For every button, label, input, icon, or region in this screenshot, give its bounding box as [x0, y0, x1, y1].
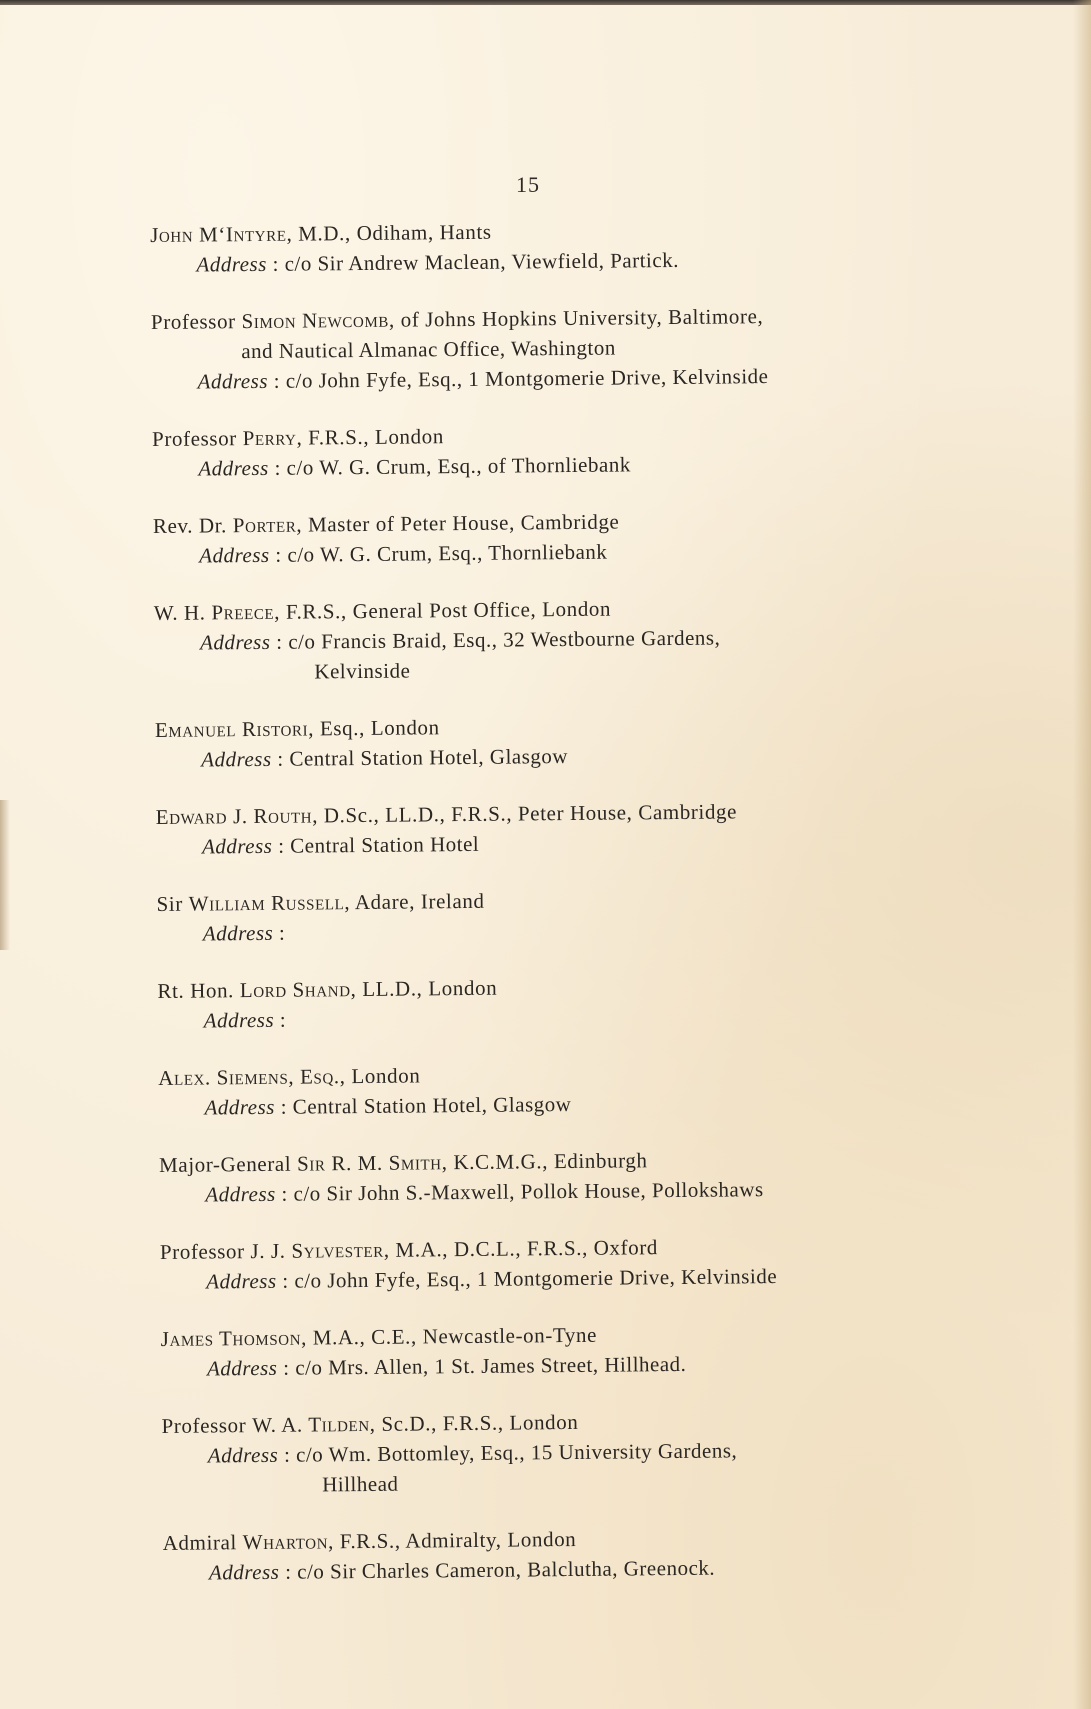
address-label: Address [206, 1355, 278, 1381]
member-name: Porter [232, 512, 297, 538]
member-title: Professor [150, 309, 242, 334]
member-address: : c/o Mrs. Allen, 1 St. James Street, Hillhead. [283, 1351, 687, 1380]
member-entry [153, 502, 1064, 571]
member-entry [160, 1228, 1071, 1297]
member-entry [161, 1315, 1072, 1384]
member-entry [159, 1141, 1070, 1210]
member-title: Rt. Hon. [157, 978, 240, 1003]
member-address: : Central Station Hotel, Glasgow [280, 1091, 572, 1119]
member-details: , London [339, 1063, 421, 1089]
member-details: , Master of Peter House, Cambridge [296, 509, 620, 537]
member-name: Emanuel Ristori [154, 716, 309, 742]
member-address: : c/o Wm. Bottomley, Esq., 15 University Gardens, [283, 1438, 738, 1467]
member-address: : [279, 1007, 287, 1032]
member-name: Edward J. Routh [155, 803, 313, 829]
member-address: : c/o Sir John S.-Maxwell, Pollok House, Pollokshaws [281, 1177, 764, 1206]
member-name: Preece [211, 599, 275, 625]
member-name: Alex. Siemens, Esq. [158, 1064, 340, 1090]
member-name: Simon Newcomb [241, 307, 390, 334]
member-entry [158, 1054, 1069, 1123]
address-label: Address [201, 746, 272, 772]
address-label: Address [199, 629, 271, 655]
member-entry [155, 706, 1066, 775]
member-details-continued: and Nautical Almanac Office, Washington [241, 335, 616, 364]
member-name: W. A. Tilden [252, 1411, 370, 1438]
member-entry [151, 298, 1062, 397]
member-details: , M.A., D.C.L., F.R.S., Oxford [383, 1235, 659, 1262]
member-name: William Russell [188, 890, 345, 916]
address-label: Address [205, 1181, 276, 1207]
member-title: Sir [156, 891, 189, 916]
member-address-list [150, 211, 1073, 1615]
member-entry [161, 1402, 1072, 1501]
address-label: Address [196, 251, 267, 277]
address-label: Address [208, 1559, 280, 1585]
member-name: Perry [242, 425, 297, 451]
member-address: : c/o Sir Charles Cameron, Balclutha, Greenock. [285, 1555, 716, 1584]
member-details: , M.A., C.E., Newcastle-on-Tyne [300, 1322, 598, 1350]
binding-mark [0, 800, 10, 950]
member-entry [154, 589, 1065, 688]
member-name: John M‘Intyre [150, 221, 287, 247]
address-label: Address [199, 542, 270, 568]
member-title: Admiral [162, 1530, 243, 1555]
member-address: : c/o Sir Andrew Maclean, Viewfield, Partick. [272, 247, 680, 276]
address-label: Address [204, 1094, 276, 1120]
member-entry [156, 793, 1067, 862]
member-details: , K.C.M.G., Edinburgh [441, 1148, 648, 1175]
page-number: 15 [516, 172, 540, 197]
member-details: , D.Sc., LL.D., F.R.S., Peter House, Cambridge [312, 799, 738, 828]
address-label: Address [197, 368, 269, 394]
member-name: J. J. Sylvester [250, 1237, 384, 1264]
member-address: : c/o W. G. Crum, Esq., of Thornliebank [274, 452, 631, 480]
member-details: , F.R.S., General Post Office, London [274, 596, 612, 624]
member-details: , LL.D., London [350, 975, 498, 1002]
member-entry [163, 1519, 1074, 1588]
member-name: Sir R. M. Smith [296, 1150, 442, 1176]
member-address: : Central Station Hotel, Glasgow [277, 744, 569, 771]
member-details: , of Johns Hopkins University, Baltimore, [388, 304, 764, 332]
member-details: , Sc.D., F.R.S., London [369, 1409, 579, 1436]
member-title: Professor [151, 426, 243, 451]
address-label: Address [206, 1268, 277, 1294]
address-label: Address [202, 920, 274, 946]
page-edge-shadow [1073, 0, 1091, 1709]
member-entry [150, 211, 1061, 280]
address-label: Address [207, 1442, 279, 1468]
member-name: Wharton [242, 1529, 329, 1555]
member-address: : Central Station Hotel [278, 831, 480, 858]
member-title: Major-General [158, 1151, 298, 1177]
member-title: Professor [159, 1239, 251, 1264]
member-address: : c/o Francis Braid, Esq., 32 Westbourne Gardens, [276, 625, 721, 654]
page-top-edge [0, 0, 1091, 5]
member-name: Lord Shand [239, 977, 351, 1003]
member-details: , F.R.S., London [296, 424, 445, 450]
member-entry [157, 967, 1068, 1036]
address-label: Address [201, 833, 273, 859]
member-details: , M.D., Odiham, Hants [286, 219, 492, 246]
member-details: , Adare, Ireland [344, 888, 485, 915]
member-address: : c/o W. G. Crum, Esq., Thornliebank [275, 539, 608, 567]
member-title: Rev. Dr. [152, 513, 233, 538]
address-label: Address [203, 1007, 275, 1033]
member-details: , Esq., London [308, 715, 440, 741]
member-address-continued: Hillhead [322, 1471, 399, 1497]
member-title: W. H. [153, 600, 212, 625]
member-address-continued: Kelvinside [314, 658, 411, 684]
member-details: , F.R.S., Admiralty, London [327, 1526, 577, 1554]
member-entry [152, 415, 1063, 484]
member-address: : c/o John Fyfe, Esq., 1 Montgomerie Drive, Kelvinside [273, 364, 769, 393]
member-address: : c/o John Fyfe, Esq., 1 Montgomerie Drive, Kelvinside [282, 1264, 778, 1293]
address-label: Address [198, 455, 269, 481]
member-address: : [278, 920, 286, 945]
member-title: Professor [161, 1413, 253, 1438]
member-entry [156, 880, 1067, 949]
member-name: James Thomson [160, 1325, 302, 1351]
